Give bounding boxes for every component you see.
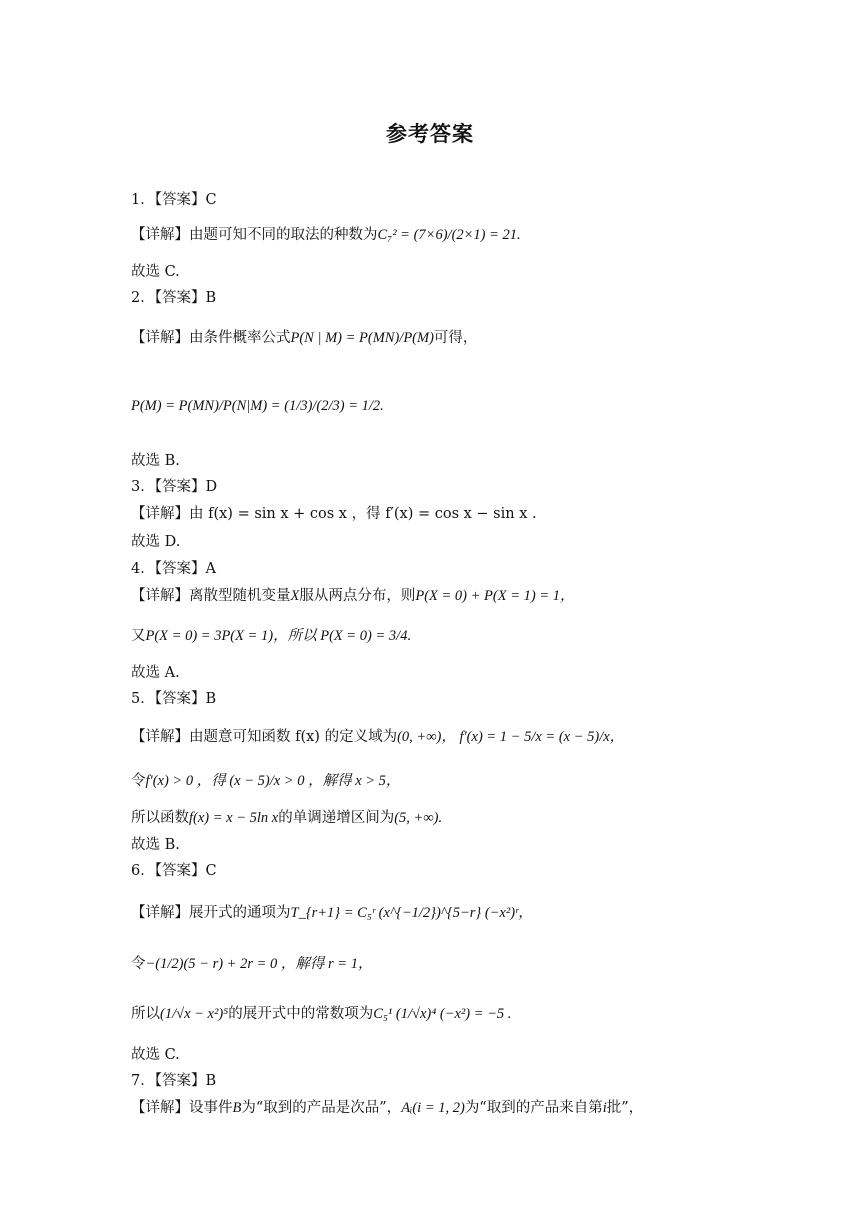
answer-6-conclusion-middle: 的展开式中的常数项为 bbox=[228, 1006, 374, 1022]
answer-2-detail-text: 【详解】由条件概率公式 bbox=[131, 330, 291, 346]
answer-2-detail-suffix: 可得， bbox=[433, 330, 478, 346]
answer-5-detail-text: 【详解】由题意可知函数 f(x) 的定义域为 bbox=[131, 729, 398, 745]
answer-5-function: f(x) = x − 5ln x bbox=[189, 810, 279, 826]
answer-7-event-ai-desc: 为“取到的产品来自第 bbox=[464, 1100, 603, 1116]
answer-7-event-ai: Aᵢ(i = 1, 2) bbox=[401, 1100, 465, 1116]
answer-4-continuation bbox=[131, 626, 411, 646]
answer-2-detail bbox=[131, 328, 477, 348]
answer-5-conclusion-text: 所以函数 bbox=[131, 810, 189, 826]
answer-4-detail-text: 【详解】离散型随机变量 bbox=[131, 588, 291, 604]
answer-5-inequality: f′(x) > 0 ，得 (x − 5)/x > 0 ，解得 x > 5， bbox=[145, 773, 401, 789]
answer-7-event-b: B bbox=[232, 1100, 242, 1116]
answer-3-detail: 【详解】由 f(x) = sin x + cos x ，得 f′(x) = cos x − sin x . bbox=[131, 506, 537, 522]
answer-3-heading: 3．【答案】D bbox=[131, 479, 218, 495]
answer-5-heading: 5．【答案】B bbox=[131, 691, 217, 707]
answer-5-condition bbox=[131, 771, 400, 791]
answer-2-computation-formula: P(M) = P(MN)/P(N|M) = (1/3)/(2/3) = 1/2. bbox=[131, 398, 384, 414]
answer-5-conclusion-middle: 的单调递增区间为 bbox=[278, 810, 395, 826]
answer-5-domain-derivative: (0, +∞)， f′(x) = 1 − 5/x = (x − 5)/x， bbox=[397, 729, 625, 745]
answer-4-detail-middle: 服从两点分布，则 bbox=[299, 588, 416, 604]
answer-2-heading: 2．【答案】B bbox=[131, 290, 217, 306]
answer-6-condition-text: 令 bbox=[131, 956, 146, 972]
answer-5-interval: (5, +∞). bbox=[394, 810, 443, 826]
answer-5-detail bbox=[131, 727, 624, 747]
answer-2-computation bbox=[131, 396, 384, 416]
answer-4-heading: 4．【答案】A bbox=[131, 561, 216, 577]
answer-7-index-i: i bbox=[602, 1100, 607, 1116]
answer-1-detail bbox=[131, 225, 521, 245]
answer-6-detail-text: 【详解】展开式的通项为 bbox=[131, 905, 291, 921]
answer-1-detail-text: 【详解】由题可知不同的取法的种数为 bbox=[131, 227, 378, 243]
answer-7-detail bbox=[131, 1098, 643, 1118]
answer-6-heading: 6．【答案】C bbox=[131, 863, 217, 879]
answer-6-general-term: T_{r+1} = C₅ʳ (x^{−1/2})^{5−r} (−x²)ʳ， bbox=[290, 905, 533, 921]
answer-6-constant-term: C₅¹ (1/√x)⁴ (−x²) = −5 . bbox=[373, 1006, 512, 1022]
answer-3-choice: 故选 D. bbox=[131, 534, 181, 550]
answer-6-conclusion bbox=[131, 1004, 511, 1024]
answer-2-conditional-formula: P(N | M) = P(MN)/P(M) bbox=[290, 330, 434, 346]
answer-1-choice: 故选 C. bbox=[131, 264, 180, 280]
answer-4-detail bbox=[131, 586, 575, 606]
answer-4-continuation-text: 又 bbox=[131, 628, 146, 644]
page-title: 参考答案 bbox=[386, 122, 474, 146]
answer-1-formula: C₇² = (7×6)/(2×1) = 21. bbox=[377, 227, 521, 243]
answer-6-equation: −(1/2)(5 − r) + 2r = 0 ，解得 r = 1， bbox=[145, 956, 373, 972]
answer-2-choice: 故选 B. bbox=[131, 453, 180, 469]
answer-4-variable: X bbox=[290, 588, 300, 604]
answer-4-choice: 故选 A. bbox=[131, 665, 180, 681]
answer-6-detail bbox=[131, 903, 533, 923]
answer-4-result-formula: P(X = 0) = 3P(X = 1)，所以 P(X = 0) = 3/4. bbox=[145, 628, 412, 644]
answer-5-condition-text: 令 bbox=[131, 773, 146, 789]
answer-5-choice: 故选 B. bbox=[131, 837, 180, 853]
answer-7-event-b-desc: 为“取到的产品是次品”， bbox=[241, 1100, 402, 1116]
answer-4-sum-formula: P(X = 0) + P(X = 1) = 1， bbox=[415, 588, 575, 604]
answer-6-expression: (1/√x − x²)⁵ bbox=[160, 1006, 229, 1022]
answer-5-conclusion bbox=[131, 808, 442, 828]
answer-6-condition bbox=[131, 954, 372, 974]
answer-1-heading: 1．【答案】C bbox=[131, 192, 217, 208]
answer-7-detail-text: 【详解】设事件 bbox=[131, 1100, 233, 1116]
answer-7-detail-suffix: 批”， bbox=[606, 1100, 644, 1116]
answer-6-choice: 故选 C. bbox=[131, 1047, 180, 1063]
answer-6-conclusion-text: 所以 bbox=[131, 1006, 160, 1022]
answer-7-heading: 7．【答案】B bbox=[131, 1073, 217, 1089]
